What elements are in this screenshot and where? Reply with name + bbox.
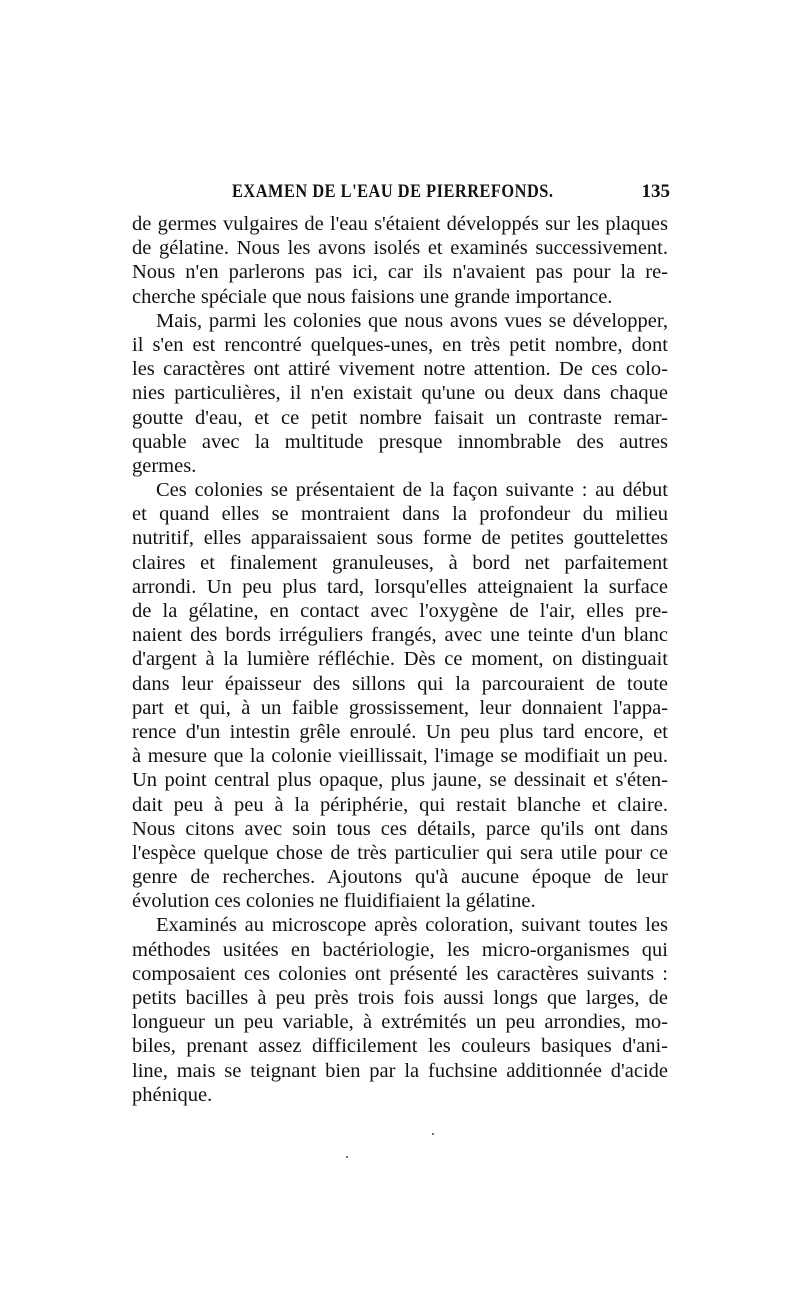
running-title: EXAMEN DE L'EAU DE PIERREFONDS.	[232, 181, 554, 202]
text-line: dait peu à peu à la périphérie, qui restait blanche et claire.	[132, 793, 668, 816]
text-line: genre de recherches. Ajoutons qu'à aucune époque de leur	[132, 866, 668, 889]
text-line: petits bacilles à peu près trois fois aussi longs que larges, de	[132, 987, 668, 1009]
text-line: Un point central plus opaque, plus jaune, se dessinait et s'éten-	[132, 769, 668, 792]
paragraph	[132, 212, 668, 309]
text-line: et quand elles se montraient dans la profondeur du milieu	[132, 503, 668, 526]
text-line: l'espèce quelque chose de très particulier qui sera utile pour ce	[132, 841, 668, 864]
running-head	[132, 181, 670, 207]
text-line: Nous n'en parlerons pas ici, car ils n'avaient pas pour la re-	[132, 261, 668, 284]
text-line: Nous citons avec soin tous ces détails, parce qu'ils ont dans	[132, 817, 668, 840]
text-line: rence d'un intestin grêle enroulé. Un peu plus tard encore, et	[132, 720, 668, 743]
text-line: les caractères ont attiré vivement notre attention. De ces colo-	[132, 358, 668, 381]
text-line: composaient ces colonies ont présenté les caractères suivants :	[132, 962, 668, 985]
text-line: il s'en est rencontré quelques-unes, en très petit nombre, dont	[132, 333, 668, 356]
text-line: phénique.	[132, 1083, 213, 1106]
text-line: arrondi. Un peu plus tard, lorsqu'elles atteignaient la surface	[132, 575, 668, 598]
text-line: de germes vulgaires de l'eau s'étaient développés sur les plaques	[132, 213, 668, 235]
text-line: part et qui, à un faible grossissement, leur donnaient l'appa-	[132, 696, 668, 719]
text-line: de gélatine. Nous les avons isolés et examinés successivement.	[132, 237, 668, 260]
paragraph	[132, 478, 668, 913]
text-line: à mesure que la colonie vieillissait, l'image se modifiait un peu.	[132, 745, 668, 768]
paragraph	[132, 309, 668, 478]
text-line: line, mais se teignant bien par la fuchsine additionnée d'acide	[132, 1059, 668, 1082]
text-line: Mais, parmi les colonies que nous avons vues se développer,	[156, 309, 668, 332]
text-line: d'argent à la lumière réfléchie. Dès ce moment, on distinguait	[132, 648, 668, 671]
text-line: biles, prenant assez difficilement les couleurs basiques d'ani-	[132, 1035, 668, 1058]
paragraph	[132, 913, 668, 1107]
text-line: méthodes usitées en bactériologie, les micro-organismes qui	[132, 938, 668, 961]
print-speck	[432, 1133, 434, 1135]
text-line: dans leur épaisseur des sillons qui la parcouraient de toute	[132, 672, 668, 695]
text-line: claires et finalement granuleuses, à bord net parfaitement	[132, 551, 668, 574]
text-line: cherche spéciale que nous faisions une grande importance.	[132, 285, 613, 308]
text-line: quable avec la multitude presque innombrable des autres	[132, 430, 668, 453]
text-line: de la gélatine, en contact avec l'oxygène de l'air, elles pre-	[132, 600, 668, 622]
print-speck	[346, 1156, 348, 1158]
text-line: longueur un peu variable, à extrémités un peu arrondies, mo-	[132, 1011, 668, 1034]
text-line: Examinés au microscope après coloration, suivant toutes les	[156, 914, 668, 937]
text-line: nies particulières, il n'en existait qu'une ou deux dans chaque	[132, 382, 668, 405]
text-line: nutritif, elles apparaissaient sous forme de petites gouttelettes	[132, 527, 668, 550]
text-line: goutte d'eau, et ce petit nombre faisait un contraste remar-	[132, 406, 668, 429]
text-line: évolution ces colonies ne fluidifiaient la gélatine.	[132, 890, 536, 913]
text-line: Ces colonies se présentaient de la façon suivante : au début	[156, 479, 668, 502]
text-line: naient des bords irréguliers frangés, avec une teinte d'un blanc	[132, 624, 668, 647]
text-line: germes.	[132, 454, 197, 477]
body-text	[132, 212, 668, 1107]
page-number: 135	[641, 181, 670, 202]
